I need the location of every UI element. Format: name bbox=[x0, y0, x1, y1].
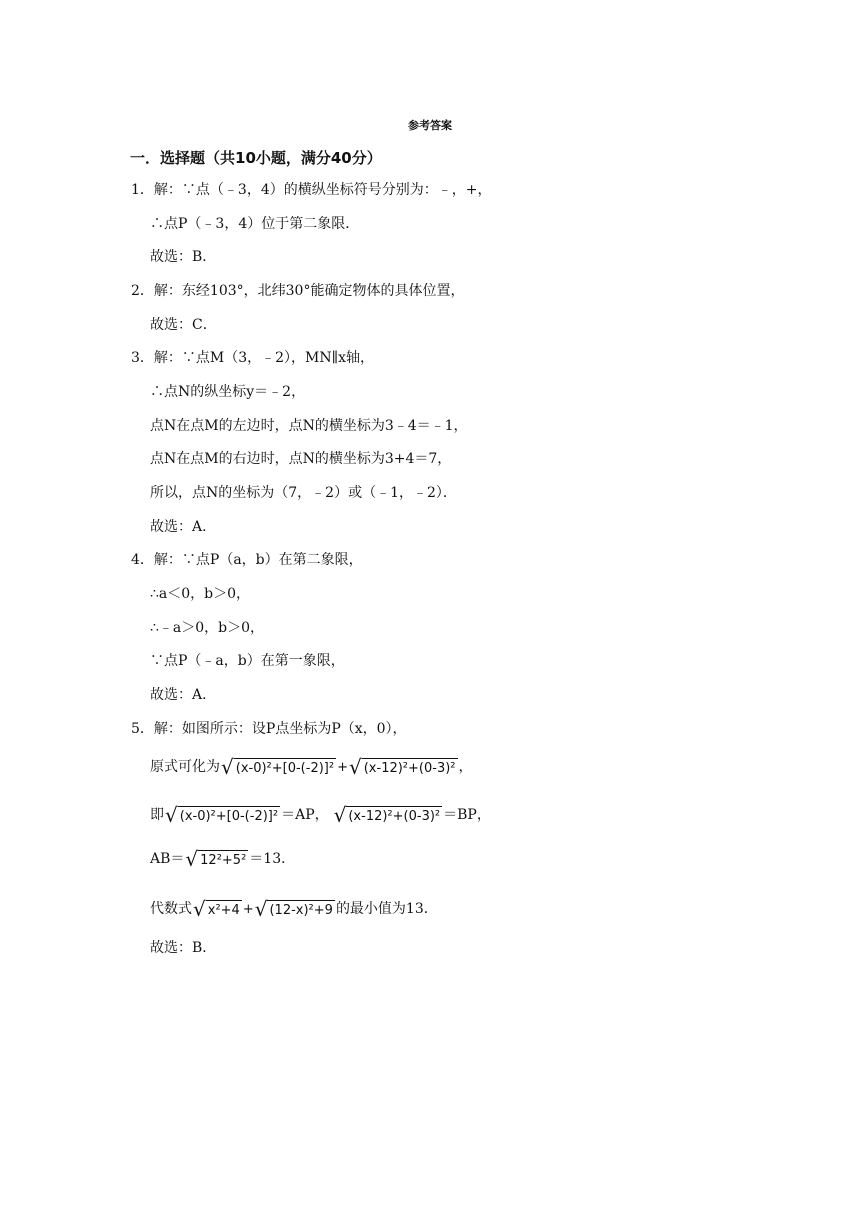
radical-b bbox=[349, 757, 458, 777]
comma: ， bbox=[458, 759, 473, 775]
page-title: 参考答案 bbox=[408, 119, 452, 132]
eq-bp: ＝BP， bbox=[443, 807, 491, 823]
q4-line-3: ∴﹣a＞0，b＞0， bbox=[150, 620, 265, 636]
q5-line-3 bbox=[150, 805, 491, 825]
ab-prefix: AB＝ bbox=[150, 851, 185, 867]
q4-line-4: ∵点P（﹣a，b）在第一象限， bbox=[150, 653, 345, 669]
q1-line-2: ∴点P（﹣3，4）位于第二象限． bbox=[150, 216, 360, 232]
radicand-ab: 12²+5² bbox=[198, 850, 248, 869]
radical-c bbox=[193, 899, 242, 919]
eq-ap: ＝AP， bbox=[281, 807, 329, 823]
q1-answer: 故选：B． bbox=[150, 249, 217, 265]
radicand-d: (12-x)²+9 bbox=[267, 900, 334, 919]
radicand-ap: (x-0)²+[0-(-2)]² bbox=[178, 806, 280, 825]
q4-line-2: ∴a＜0，b＞0， bbox=[150, 586, 251, 602]
radical-a bbox=[221, 757, 336, 777]
q5-line-5 bbox=[150, 899, 438, 919]
ab-suffix: ＝13． bbox=[249, 851, 296, 867]
q4-answer: 故选：A． bbox=[150, 687, 217, 703]
q1-line-1: 1．解：∵点（﹣3，4）的横纵坐标符号分别为：﹣，+， bbox=[131, 182, 492, 198]
q3-line-2: ∴点N的纵坐标y＝﹣2， bbox=[150, 384, 306, 400]
radicand-c: x²+4 bbox=[206, 900, 242, 919]
radicand-b: (x-12)²+(0-3)² bbox=[362, 758, 458, 777]
sqrt-icon: √ bbox=[185, 847, 199, 871]
sqrt-icon: √ bbox=[193, 897, 206, 921]
sqrt-icon: √ bbox=[165, 803, 178, 827]
radical-d bbox=[255, 899, 335, 919]
q5-line-5-prefix: 代数式 bbox=[150, 901, 192, 917]
sqrt-icon: √ bbox=[348, 755, 362, 779]
q5-line-2-prefix: 原式可化为 bbox=[150, 759, 220, 775]
q3-line-5: 所以，点N的坐标为（7，﹣2）或（﹣1，﹣2）． bbox=[150, 485, 457, 501]
q5-line-4 bbox=[150, 849, 295, 869]
q5-answer: 故选：B． bbox=[150, 940, 217, 956]
q3-line-4: 点N在点M的右边时，点N的横坐标为3+4＝7， bbox=[150, 451, 452, 467]
q3-line-1: 3．解：∵点M（3，﹣2），MN∥x轴， bbox=[131, 350, 375, 366]
q4-line-1: 4．解：∵点P（a，b）在第二象限， bbox=[131, 552, 363, 568]
radicand-a: (x-0)²+[0-(-2)]² bbox=[234, 758, 336, 777]
radical-ab bbox=[185, 849, 248, 869]
q5-line-1: 5．解：如图所示：设P点坐标为P（x，0）， bbox=[131, 721, 407, 737]
q5-line-3-prefix: 即 bbox=[150, 807, 164, 823]
sqrt-icon: √ bbox=[254, 897, 268, 921]
radical-ap bbox=[165, 805, 280, 825]
q3-answer: 故选：A． bbox=[150, 519, 217, 535]
q2-line-1: 2．解：东经103°，北纬30°能确定物体的具体位置， bbox=[131, 283, 465, 299]
q2-answer: 故选：C． bbox=[150, 317, 217, 333]
plus-sign: + bbox=[242, 902, 254, 917]
q3-line-3: 点N在点M的左边时，点N的横坐标为3﹣4＝﹣1， bbox=[150, 418, 468, 434]
q5-line-2 bbox=[150, 757, 473, 777]
sqrt-icon: √ bbox=[221, 755, 234, 779]
radicand-bp: (x-12)²+(0-3)² bbox=[346, 806, 442, 825]
sqrt-icon: √ bbox=[333, 803, 347, 827]
plus-sign: + bbox=[337, 760, 348, 775]
q5-line-5-suffix: 的最小值为13． bbox=[335, 901, 438, 917]
section-heading: 一．选择题（共10小题，满分40分） bbox=[130, 149, 382, 167]
radical-bp bbox=[334, 805, 443, 825]
